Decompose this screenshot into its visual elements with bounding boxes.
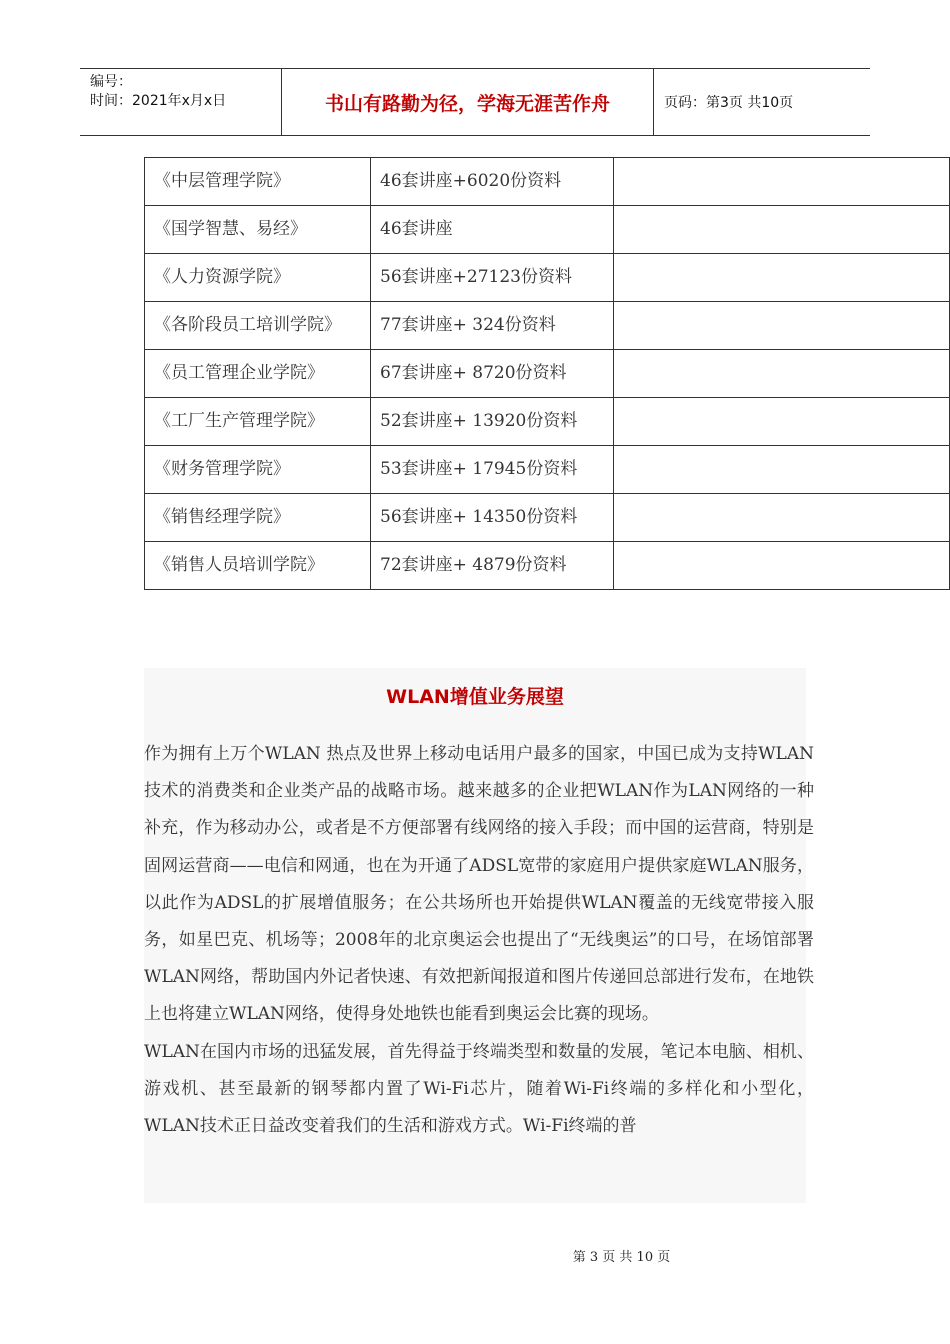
course-content: 56套讲座+27123份资料 [371,254,614,302]
course-name: 《各阶段员工培训学院》 [145,302,371,350]
course-note [614,446,950,494]
document-date: 时间：2021年x月x日 [90,93,227,109]
article-section [144,668,814,1203]
course-content: 72套讲座+ 4879份资料 [371,542,614,590]
table-row [145,446,950,494]
courses-table [144,157,950,590]
course-note [614,206,950,254]
course-note [614,398,950,446]
course-content: 67套讲座+ 8720份资料 [371,350,614,398]
course-note [614,254,950,302]
table-row [145,158,950,206]
table-row [145,302,950,350]
course-name: 《人力资源学院》 [145,254,371,302]
course-note [614,302,950,350]
page-footer: 第 3 页 共 10 页 [572,1250,671,1265]
course-name: 《工厂生产管理学院》 [145,398,371,446]
course-content: 46套讲座+6020份资料 [371,158,614,206]
course-content: 77套讲座+ 324份资料 [371,302,614,350]
header-motto: 书山有路勤为径，学海无涯苦作舟 [282,69,654,135]
course-note [614,494,950,542]
course-content: 52套讲座+ 13920份资料 [371,398,614,446]
article-paragraph: 作为拥有上万个WLAN 热点及世界上移动电话用户最多的国家，中国已成为支持WLAN技术的消费类和企业类产品的战略市场。越来越多的企业把WLAN作为LAN网络的一种补充，作为移动办公，或者是不方便部署有线网络的接入手段；而中国的运营商，特别是固网运营商——电信和网通，也在为开通了ADSL宽带的家庭用户提供家庭WLAN服务，以此作为ADSL的扩展增值服务；在公共场所也开始提供WLAN覆盖的无线宽带接入服务，如星巴克、机场等；2008年的北京奥运会也提出了“无线奥运”的口号，在场馆部署WLAN网络，帮助国内外记者快速、有效把新闻报道和图片传递回总部进行发布，在地铁上也将建立WLAN网络，使得身处地铁也能看到奥运会比赛的现场。 [144,744,814,1025]
course-name: 《财务管理学院》 [145,446,371,494]
header-meta [80,69,282,135]
table-row [145,254,950,302]
table-row [145,494,950,542]
table-row [145,350,950,398]
course-note [614,350,950,398]
course-content: 53套讲座+ 17945份资料 [371,446,614,494]
course-note [614,158,950,206]
page-header [80,68,870,136]
header-page-info: 页码：第3页 共10页 [664,95,794,111]
course-name: 《销售经理学院》 [145,494,371,542]
article-title: WLAN增值业务展望 [386,686,564,708]
article-body [144,736,814,1145]
document-number-label: 编号： [90,74,132,90]
course-name: 《中层管理学院》 [145,158,371,206]
course-note [614,542,950,590]
course-name: 《销售人员培训学院》 [145,542,371,590]
article-paragraph: WLAN在国内市场的迅猛发展，首先得益于终端类型和数量的发展，笔记本电脑、相机、游戏机、甚至最新的钢琴都内置了Wi-Fi芯片，随着Wi-Fi终端的多样化和小型化，WLAN技术正日益改变着我们的生活和游戏方式。Wi-Fi终端的普 [144,1041,814,1137]
table-row [145,206,950,254]
course-name: 《员工管理企业学院》 [145,350,371,398]
course-name: 《国学智慧、易经》 [145,206,371,254]
course-content: 56套讲座+ 14350份资料 [371,494,614,542]
table-row [145,398,950,446]
table-row [145,542,950,590]
course-content: 46套讲座 [371,206,614,254]
